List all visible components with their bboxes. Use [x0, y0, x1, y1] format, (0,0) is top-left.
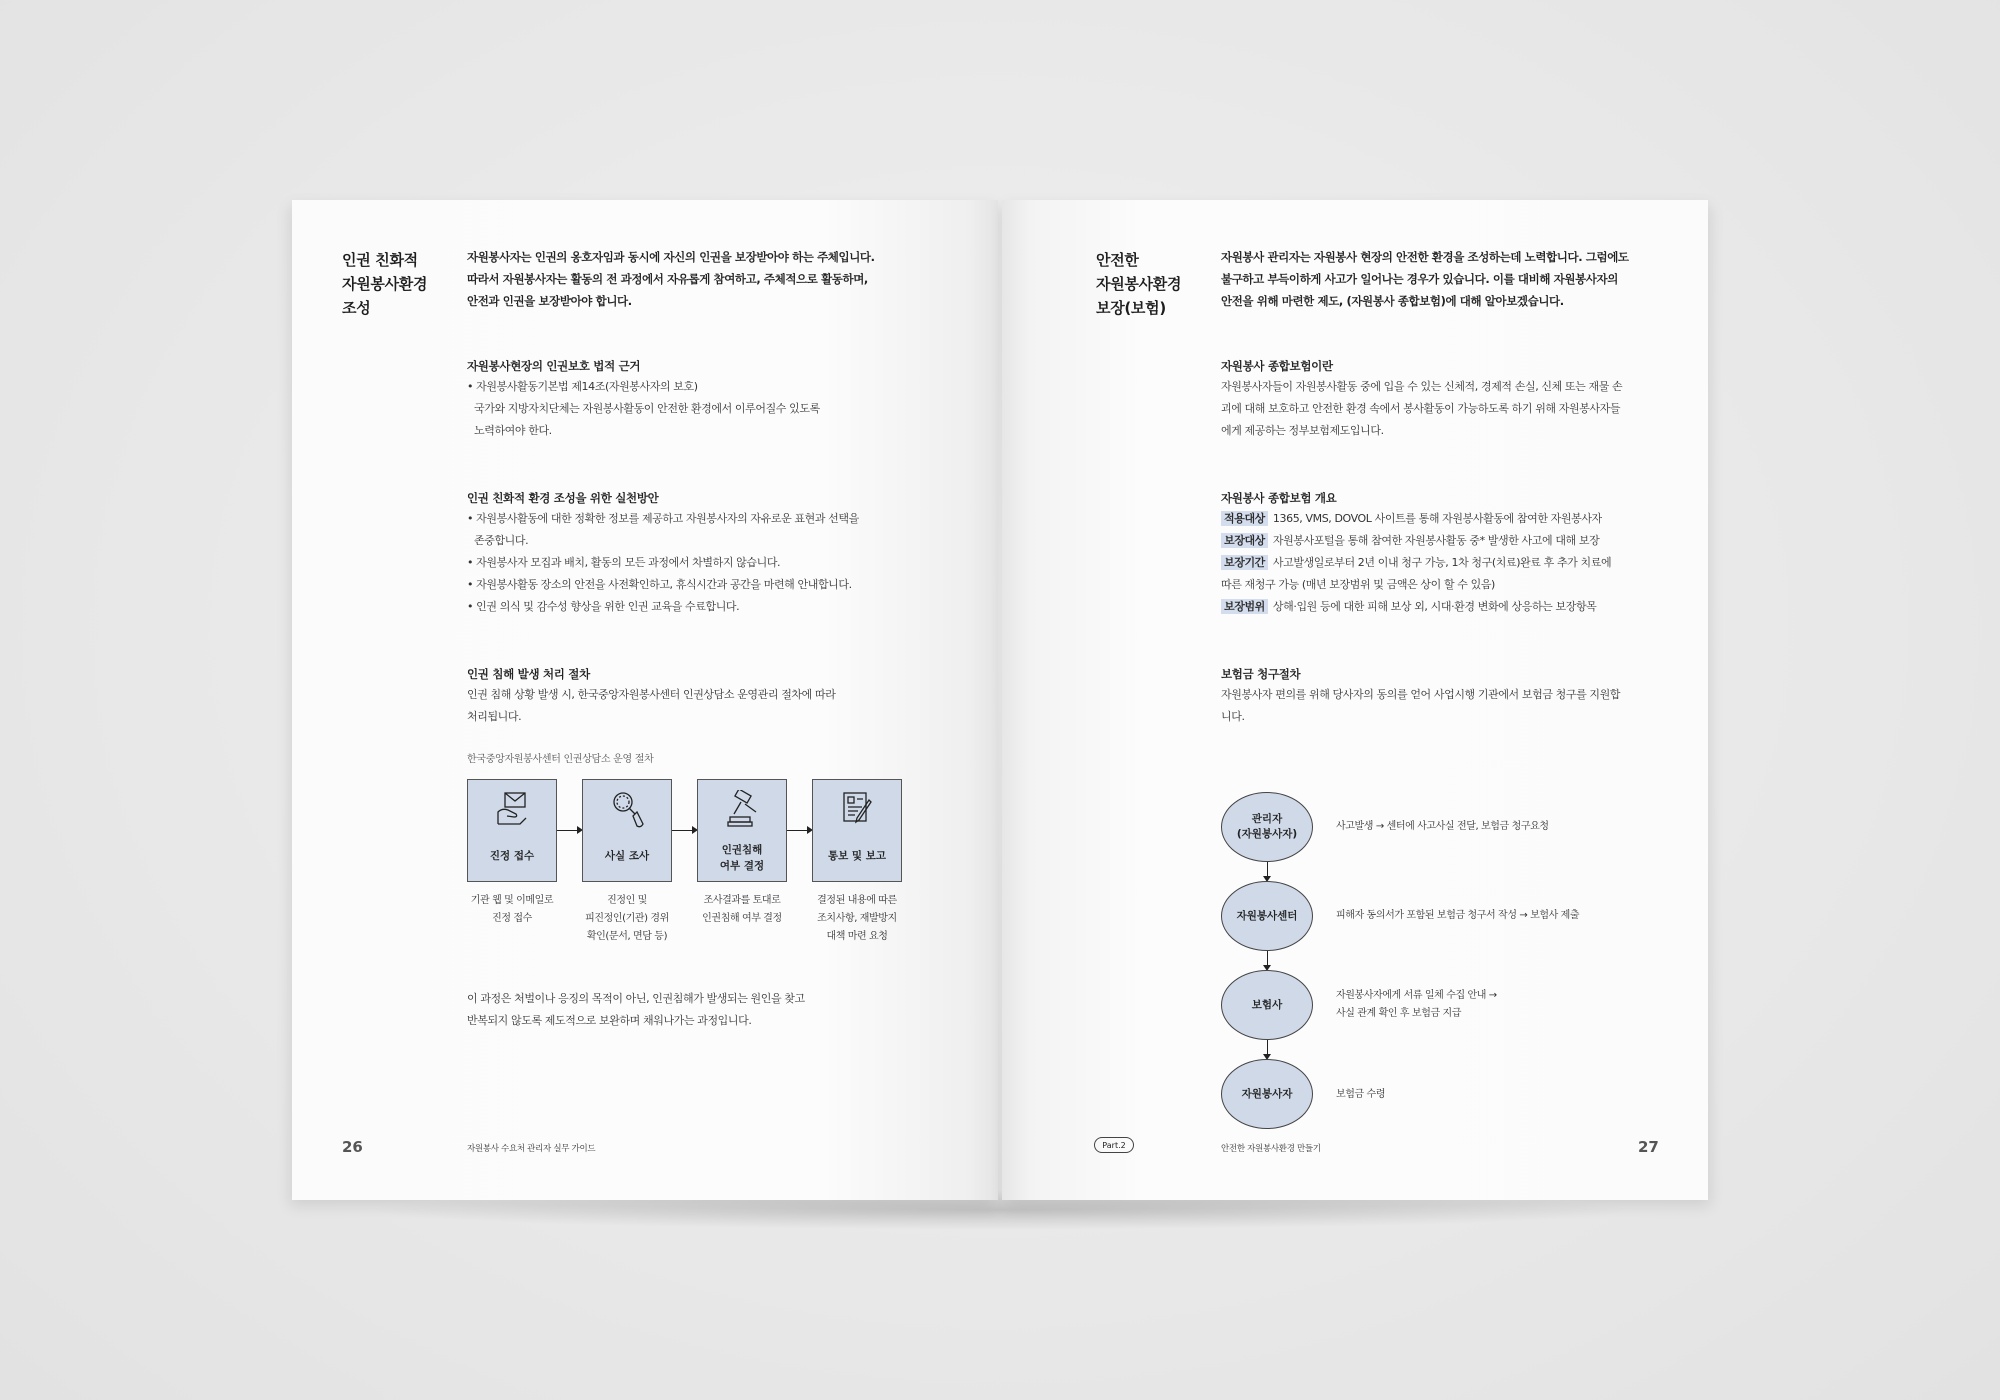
step-description-line: 진정 접수	[492, 913, 532, 924]
bullet-item: • 자원봉사활동기본법 제14조(자원봉사자의 보호)	[467, 380, 698, 393]
step-label-line: 여부 결정	[719, 860, 765, 872]
left-page	[292, 200, 998, 1200]
part-badge: Part.2	[1094, 1137, 1134, 1153]
step-description	[572, 892, 682, 946]
overview-tag: 보장대상	[1221, 533, 1268, 548]
page-number: 27	[1638, 1138, 1659, 1156]
flow-node	[1221, 970, 1313, 1040]
flow-node	[1221, 881, 1313, 951]
bullet-item: • 인권 의식 및 감수성 향상을 위한 인권 교육을 수료합니다.	[467, 600, 740, 613]
flow-node-label: (자원봉사자)	[1236, 828, 1298, 840]
section-title-line: 조성	[342, 299, 371, 317]
bullet-item: • 자원봉사자 모집과 배치, 활동의 모든 과정에서 차별하지 않습니다.	[467, 556, 781, 569]
overview-text: 사고발생일로부터 2년 이내 청구 가능, 1차 청구(치료)완료 후 추가 치료에	[1272, 556, 1612, 569]
flow-description-line: 피해자 동의서가 포함된 보험금 청구서 작성 → 보험사 제출	[1336, 910, 1580, 921]
flow-node-description	[1336, 818, 1549, 836]
practice	[467, 488, 927, 618]
arrow-right-icon	[672, 830, 696, 831]
flow-description-line: 사고발생 → 센터에 사고사실 전달, 보험금 청구요청	[1336, 821, 1549, 832]
bullet-item: • 자원봉사활동 장소의 안전을 사전확인하고, 휴식시간과 공간을 마련해 안내합니다.	[467, 578, 852, 591]
step-label-line: 진정 접수	[489, 850, 535, 862]
overview-text: 상해·입원 등에 대한 피해 보상 외, 시대·환경 변화에 상응하는 보장항목	[1272, 600, 1597, 613]
section-title-line: 보장(보험)	[1096, 299, 1166, 317]
intro-line: 따라서 자원봉사자는 활동의 전 과정에서 자유롭게 참여하고, 주체적으로 활동하며,	[467, 272, 868, 286]
intro	[1221, 246, 1681, 312]
step-label	[583, 848, 671, 864]
flow-description-line: 사실 관계 확인 후 보험금 지급	[1336, 1008, 1462, 1019]
section-title	[1096, 248, 1181, 320]
subheading: 자원봉사 종합보험이란	[1221, 359, 1333, 373]
intro-line: 자원봉사자는 인권의 옹호자임과 동시에 자신의 인권을 보장받아야 하는 주체입니다.	[467, 250, 875, 264]
legal-basis	[467, 356, 927, 442]
overview-text: 1365, VMS, DOVOL 사이트를 통해 자원봉사활동에 참여한 자원봉사자	[1272, 512, 1602, 525]
envelope-hand-icon	[496, 790, 530, 830]
step-label	[468, 848, 556, 864]
subheading: 인권 친화적 환경 조성을 위한 실천방안	[467, 491, 659, 505]
flow-description-line: 자원봉사자에게 서류 일체 수집 안내 →	[1336, 990, 1497, 1001]
text-line: 반복되지 않도록 제도적으로 보완하며 채워나가는 과정입니다.	[467, 1014, 752, 1027]
text-line: 니다.	[1221, 710, 1245, 723]
arrow-down-icon	[1267, 1040, 1268, 1058]
step-description-line: 피진정인(기관) 경위	[585, 913, 669, 924]
gavel-icon	[726, 790, 760, 830]
step-label	[813, 848, 901, 864]
document-pen-icon	[841, 790, 875, 830]
overview-text: 따른 재청구 가능 (매년 보장범위 및 금액은 상이 할 수 있음)	[1221, 578, 1495, 591]
flow-caption	[467, 750, 927, 765]
claim-procedure	[1221, 664, 1681, 728]
overview-row	[1221, 508, 1681, 530]
intro	[467, 246, 927, 312]
overview-row	[1221, 530, 1681, 552]
step-label-line: 통보 및 보고	[827, 850, 887, 862]
overview-tag: 보장범위	[1221, 599, 1268, 614]
step-description	[457, 892, 567, 928]
flow-step	[812, 779, 902, 882]
magnifier-icon	[611, 790, 645, 830]
section-title-line: 인권 친화적	[342, 251, 418, 269]
step-label	[698, 842, 786, 874]
text-line: 이 과정은 처벌이나 응징의 목적이 아닌, 인권침해가 발생되는 원인을 찾고	[467, 992, 805, 1005]
text-line: 인권 침해 상황 발생 시, 한국중앙자원봉사센터 인권상담소 운영관리 절차에 따라	[467, 688, 836, 701]
flow-step	[697, 779, 787, 882]
flow-node-description	[1336, 1086, 1385, 1104]
flow-node	[1221, 792, 1313, 862]
bullet-item: 노력하여야 한다.	[474, 424, 552, 437]
overview-tag: 보장기간	[1221, 555, 1268, 570]
closing	[467, 988, 927, 1032]
section-title	[342, 248, 427, 320]
bullet-item: 국가와 지방자치단체는 자원봉사활동이 안전한 환경에서 이루어질수 있도록	[474, 402, 820, 415]
text-line: 에게 제공하는 정부보험제도입니다.	[1221, 424, 1384, 437]
right-page	[1002, 200, 1708, 1200]
running-footer: 안전한 자원봉사환경 만들기	[1221, 1144, 1321, 1154]
arrow-down-icon	[1267, 951, 1268, 969]
section-title-line: 자원봉사환경	[1096, 275, 1182, 293]
subheading: 보험금 청구절차	[1221, 667, 1301, 681]
overview-row	[1221, 574, 1681, 596]
text-line: 자원봉사자들이 자원봉사활동 중에 입을 수 있는 신체적, 경제적 손실, 신체 또는 재물 손	[1221, 380, 1623, 393]
step-description-line: 확인(문서, 면담 등)	[586, 931, 668, 942]
flow-node-label: 관리자	[1251, 813, 1283, 825]
flow-node-description	[1336, 907, 1579, 925]
subheading: 인권 침해 발생 처리 절차	[467, 667, 590, 681]
section-title-line: 안전한	[1096, 251, 1139, 269]
step-label-line: 인권침해	[721, 844, 763, 856]
flow-node-label: 자원봉사자	[1241, 1087, 1293, 1100]
step-description-line: 조치사항, 재발방지	[817, 913, 897, 924]
flow-step	[582, 779, 672, 882]
bullet-item: 존중합니다.	[474, 534, 529, 547]
bullet-item: • 자원봉사활동에 대한 정확한 정보를 제공하고 자원봉사자의 자유로운 표현과 선택을	[467, 512, 859, 525]
flow-node-label: 보험사	[1251, 998, 1283, 1011]
text-line: 자원봉사자 편의를 위해 당사자의 동의를 얻어 사업시행 기관에서 보험금 청구를 지원합	[1221, 688, 1621, 701]
overview-row	[1221, 552, 1681, 574]
intro-line: 안전을 위해 마련한 제도, (자원봉사 종합보험)에 대해 알아보겠습니다.	[1221, 294, 1564, 308]
page-number: 26	[342, 1138, 363, 1156]
section-title-line: 자원봉사환경	[342, 275, 428, 293]
flow-step	[467, 779, 557, 882]
arrow-right-icon	[557, 830, 581, 831]
procedure	[467, 664, 927, 728]
overview-tag: 적용대상	[1221, 511, 1268, 526]
flow-caption-text: 한국중앙자원봉사센터 인권상담소 운영 절차	[467, 754, 654, 765]
step-description	[687, 892, 797, 928]
intro-line: 자원봉사 관리자는 자원봉사 현장의 안전한 환경을 조성하는데 노력합니다. 그럼에도	[1221, 250, 1629, 264]
step-description	[802, 892, 912, 946]
flow-node-label: 자원봉사센터	[1236, 909, 1298, 922]
text-line: 처리됩니다.	[467, 710, 522, 723]
flow-node	[1221, 1059, 1313, 1129]
step-description-line: 결정된 내용에 따른	[817, 895, 897, 906]
flow-description-line: 보험금 수령	[1336, 1089, 1386, 1100]
subheading: 자원봉사 종합보험 개요	[1221, 491, 1337, 505]
arrow-right-icon	[787, 830, 811, 831]
step-description-line: 진정인 및	[607, 895, 647, 906]
step-description-line: 대책 마련 요청	[826, 931, 888, 942]
overview-text: 자원봉사포털을 통해 참여한 자원봉사활동 중* 발생한 사고에 대해 보장	[1272, 534, 1600, 547]
insurance-definition	[1221, 356, 1681, 442]
flow-node-description	[1336, 987, 1497, 1023]
overview-row	[1221, 596, 1681, 618]
arrow-down-icon	[1267, 862, 1268, 880]
step-description-line: 조사결과를 토대로	[703, 895, 781, 906]
running-footer: 자원봉사 수요처 관리자 실무 가이드	[467, 1144, 596, 1154]
intro-line: 불구하고 부득이하게 사고가 일어나는 경우가 있습니다. 이를 대비해 자원봉사자의	[1221, 272, 1618, 286]
step-description-line: 인권침해 여부 결정	[702, 913, 782, 924]
text-line: 괴에 대해 보호하고 안전한 환경 속에서 봉사활동이 가능하도록 하기 위해 자원봉사자들	[1221, 402, 1621, 415]
subheading: 자원봉사현장의 인권보호 법적 근거	[467, 359, 641, 373]
insurance-overview	[1221, 488, 1681, 618]
step-description-line: 기관 웹 및 이메일로	[470, 895, 554, 906]
intro-line: 안전과 인권을 보장받아야 합니다.	[467, 294, 632, 308]
step-label-line: 사실 조사	[604, 850, 650, 862]
